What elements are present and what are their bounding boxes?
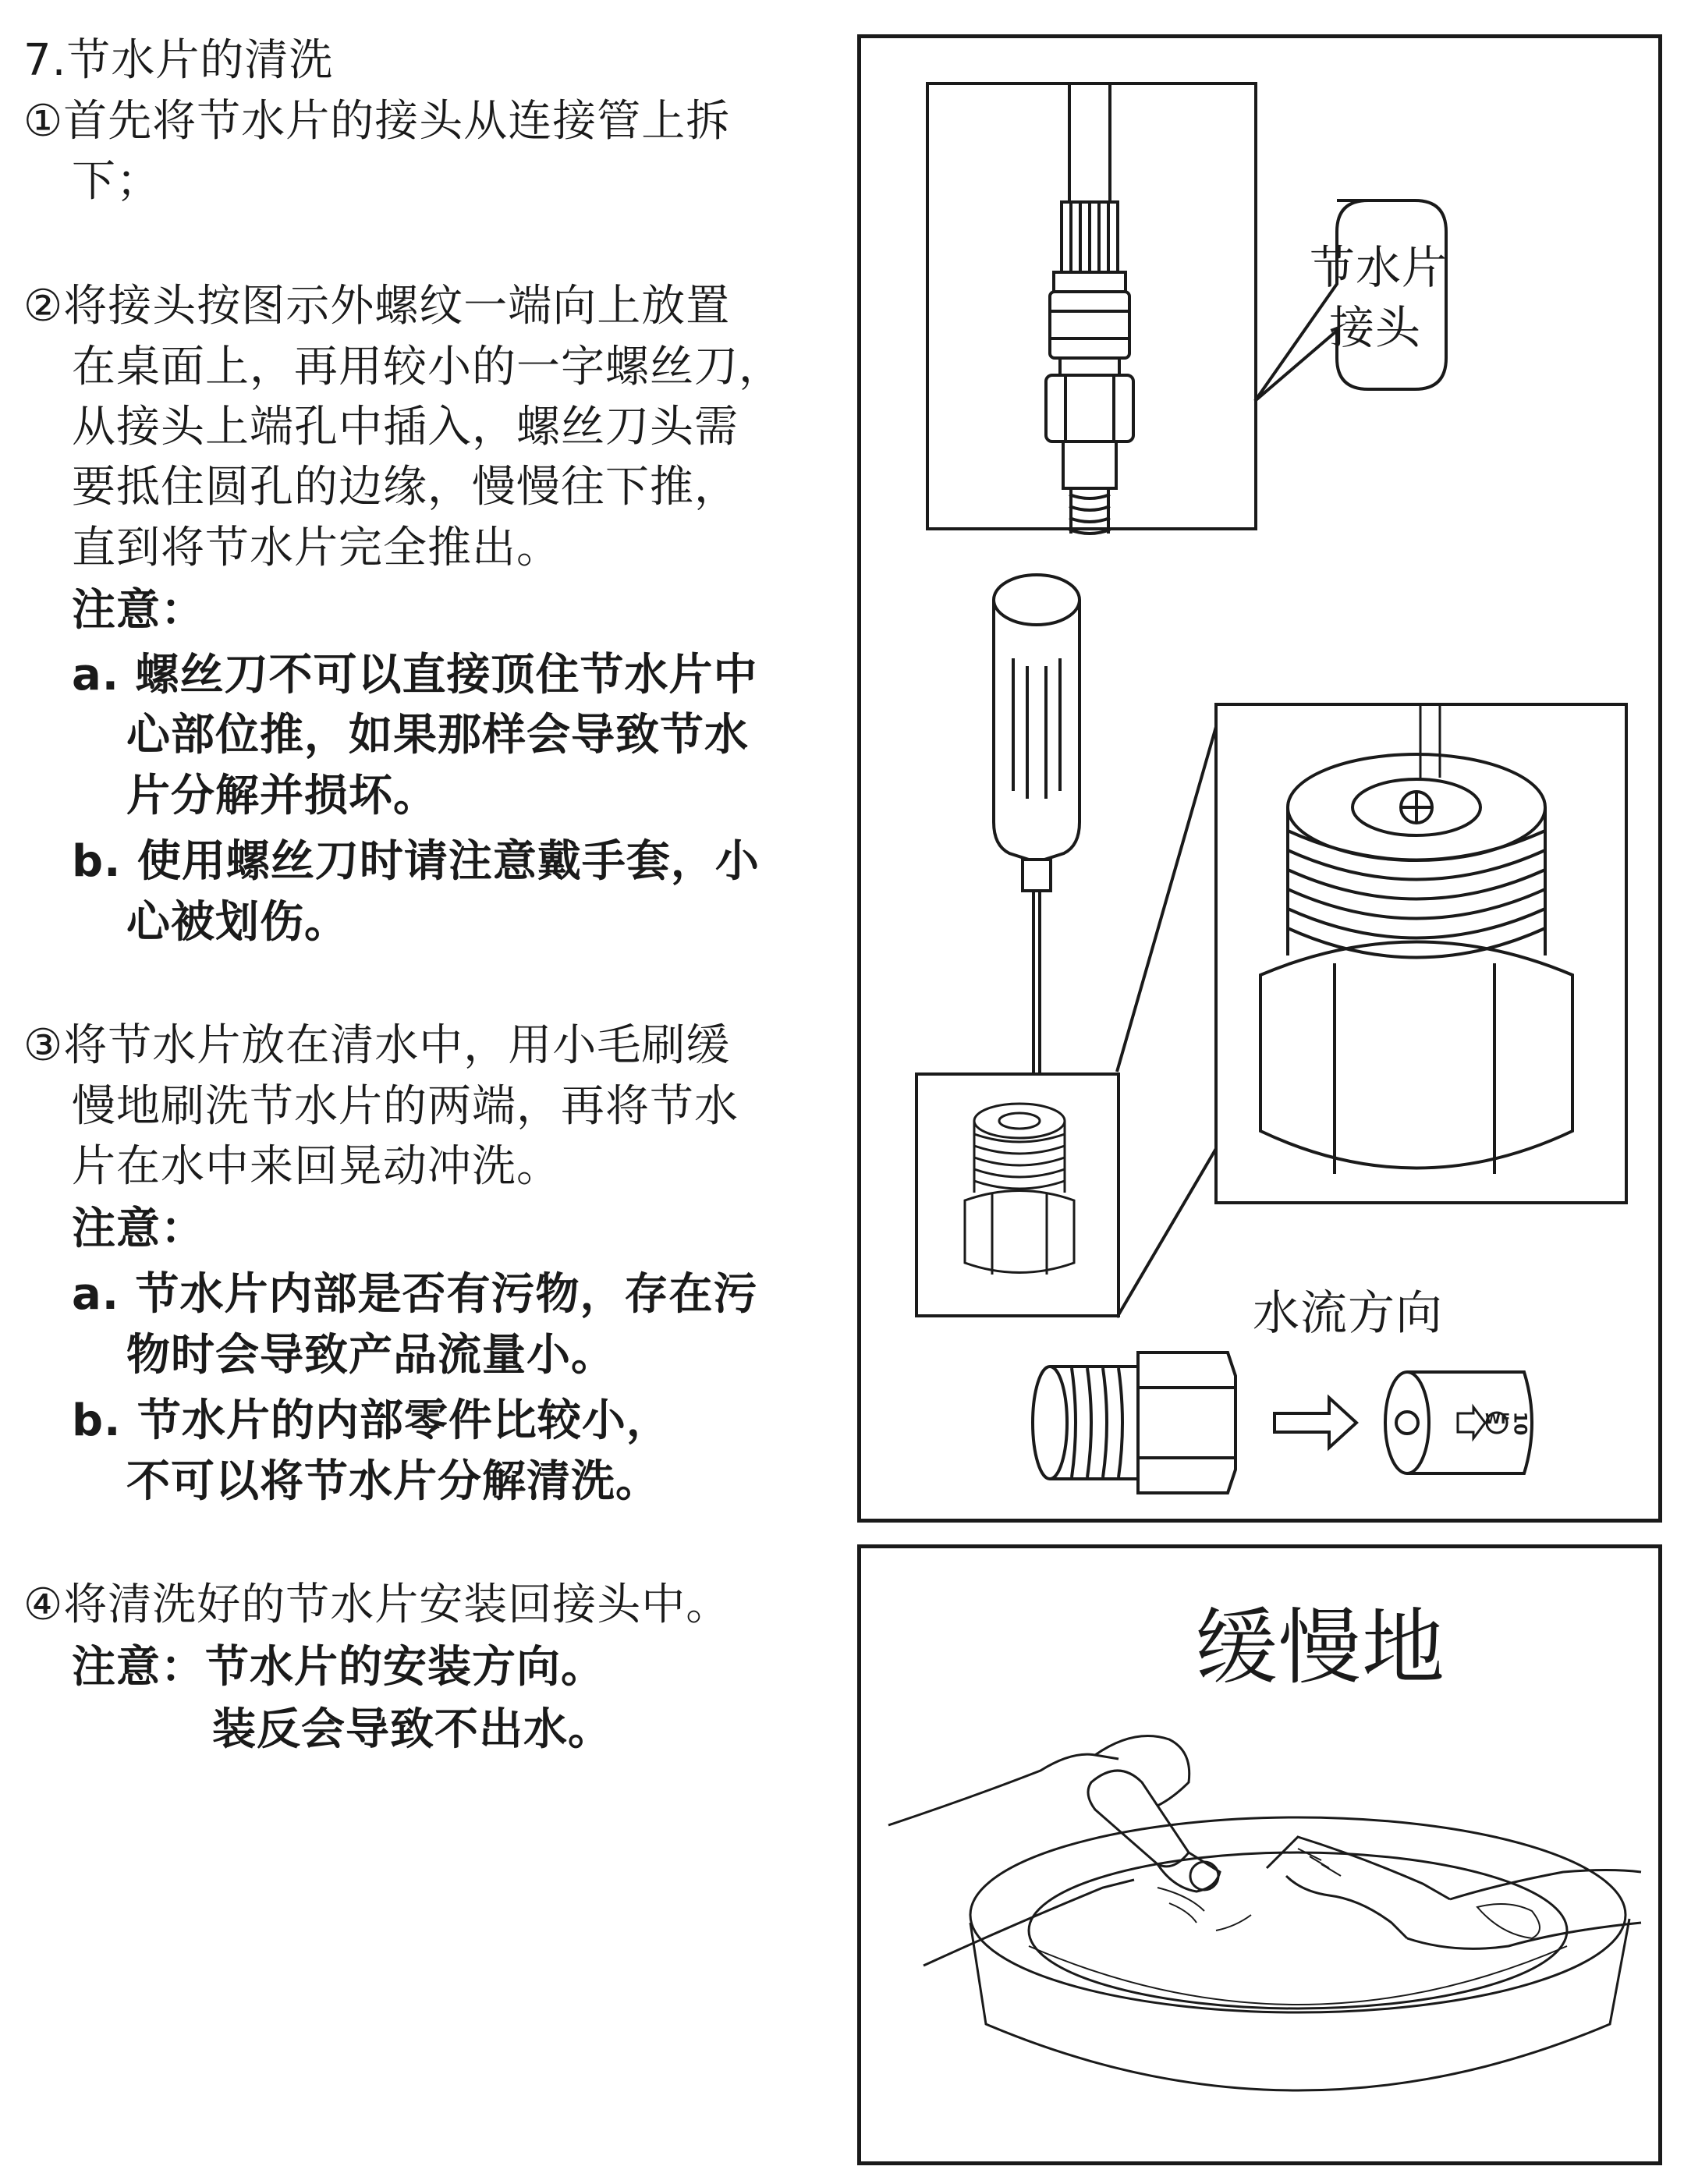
step3-note-b1: b. 节水片的内部零件比较小， [72, 1395, 671, 1446]
fitting-small-inset [915, 1072, 1120, 1317]
washing-scene-drawing [861, 1696, 1666, 2164]
step3-note-label: 注意： [72, 1204, 205, 1254]
step2-line3: 从接头上端孔中插入，螺丝刀头需 [72, 402, 739, 452]
step4-note1: 注意：节水片的安装方向。 [72, 1642, 605, 1693]
figure-panel-bottom [857, 1544, 1662, 2165]
fitting-large-inset [1214, 703, 1628, 1204]
step2-line4: 要抵住圆孔的边缘，慢慢往下推， [72, 462, 739, 512]
callout-label-line1: 节水片 [1310, 241, 1448, 294]
insert-icon-mark: WF [1485, 1411, 1511, 1427]
fitting-small-drawing [918, 1076, 1123, 1321]
step3-note-a2: 物时会导致产品流量小。 [126, 1330, 615, 1381]
caption-slowly: 缓慢地 [1195, 1600, 1445, 1696]
step2-note-label: 注意： [72, 585, 205, 636]
fitting-large-drawing [1218, 706, 1631, 1207]
callout-bubble [1111, 194, 1454, 397]
figure-panel-top [857, 34, 1662, 1523]
step2-note-a1: a. 螺丝刀不可以直接顶住节水片中 [72, 650, 758, 700]
step4-note2: 装反会导致不出水。 [212, 1704, 612, 1755]
insert-size-mark: 10 [1509, 1411, 1530, 1436]
step4-line1: ④将清洗好的节水片安装回接头中。 [23, 1580, 731, 1630]
step3-line1: ③将节水片放在清水中，用小毛刷缓 [23, 1020, 731, 1071]
step3-note-b2: 不可以将节水片分解清洗。 [126, 1456, 660, 1507]
section-title: 7.节水片的清洗 [23, 35, 334, 86]
step1-line2: 下； [72, 156, 161, 207]
step2-line1: ②将接头按图示外螺纹一端向上放置 [23, 281, 731, 332]
step3-note-a1: a. 节水片内部是否有污物，存在污 [72, 1269, 758, 1320]
step2-note-b2: 心被划伤。 [126, 897, 349, 948]
step2-line5: 直到将节水片完全推出。 [72, 523, 561, 573]
step2-line2: 在桌面上，再用较小的一字螺丝刀， [72, 342, 783, 392]
step3-line3: 片在水中来回晃动冲洗。 [72, 1141, 561, 1192]
step2-note-a2: 心部位推，如果那样会导致节水 [126, 710, 749, 760]
step3-line2: 慢地刷洗节水片的两端，再将节水 [72, 1081, 739, 1132]
step1-line1: ①首先将节水片的接头从连接管上拆 [23, 96, 731, 147]
step2-note-a3: 片分解并损坏。 [126, 771, 438, 821]
flow-direction-label: 水流方向 [1253, 1286, 1443, 1341]
step2-note-b1: b. 使用螺丝刀时请注意戴手套，小 [72, 836, 760, 887]
screwdriver-drawing [951, 573, 1107, 1134]
callout-label-line2: 接头 [1329, 301, 1422, 354]
